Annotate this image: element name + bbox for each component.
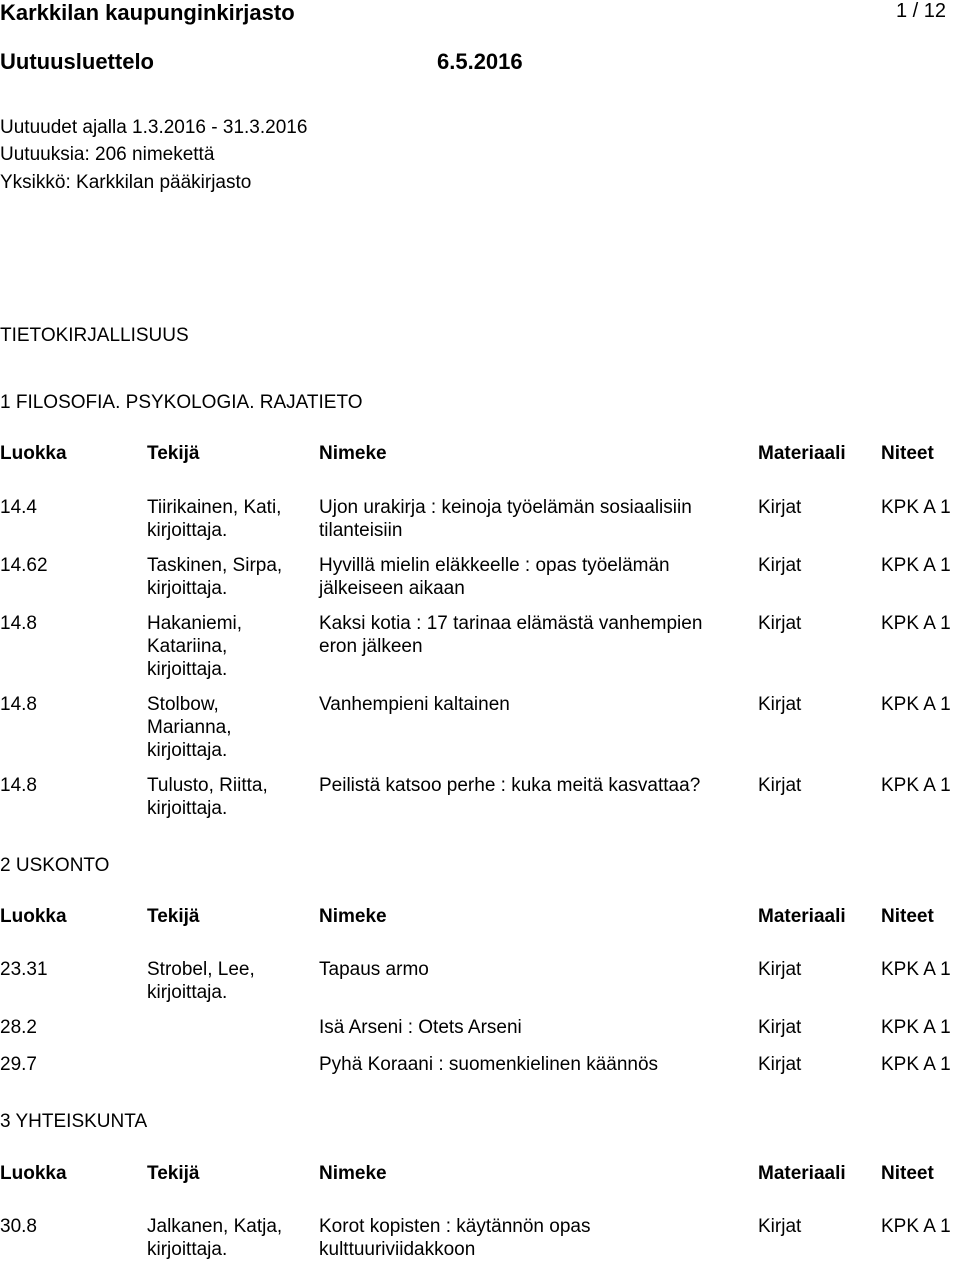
author-line: Tiirikainen, Kati, bbox=[147, 497, 282, 518]
author-line: Jalkanen, Katja, bbox=[147, 1216, 283, 1237]
column-header-material: Materiaali bbox=[758, 1163, 846, 1184]
author-line: kirjoittaja. bbox=[147, 578, 228, 599]
title-line: Kaksi kotia : 17 tarinaa elämästä vanhempien bbox=[319, 613, 703, 634]
cell-copies: KPK A 1 bbox=[881, 1017, 951, 1038]
cell-material: Kirjat bbox=[758, 775, 802, 796]
author-line: Taskinen, Sirpa, bbox=[147, 555, 283, 576]
author-line: kirjoittaja. bbox=[147, 1239, 228, 1260]
column-header-material: Materiaali bbox=[758, 443, 846, 464]
cell-author bbox=[147, 1215, 282, 1261]
page-number: 1 / 12 bbox=[896, 0, 947, 22]
title-line: Ujon urakirja : keinoja työelämän sosiaalisiin bbox=[319, 497, 692, 518]
author-line: kirjoittaja. bbox=[147, 798, 228, 819]
cell-material: Kirjat bbox=[758, 1017, 802, 1038]
cell-title bbox=[319, 1016, 522, 1039]
cell-author bbox=[147, 612, 242, 681]
column-header-copies: Niteet bbox=[881, 1163, 934, 1184]
cell-class: 14.4 bbox=[0, 497, 37, 518]
author-line: kirjoittaja. bbox=[147, 659, 228, 680]
cell-material: Kirjat bbox=[758, 555, 802, 576]
cell-copies: KPK A 1 bbox=[881, 613, 951, 634]
author-line: Hakaniemi, bbox=[147, 613, 243, 634]
cell-author bbox=[147, 554, 282, 600]
title-line: Isä Arseni : Otets Arseni bbox=[319, 1017, 522, 1038]
cell-material: Kirjat bbox=[758, 613, 802, 634]
column-header-class: Luokka bbox=[0, 906, 67, 927]
author-line: Strobel, Lee, bbox=[147, 959, 255, 980]
title-line: Vanhempieni kaltainen bbox=[319, 694, 510, 715]
cell-class: 28.2 bbox=[0, 1017, 37, 1038]
cell-author bbox=[147, 774, 268, 820]
cell-title bbox=[319, 1053, 658, 1076]
cell-class: 30.8 bbox=[0, 1216, 37, 1237]
column-header-copies: Niteet bbox=[881, 443, 934, 464]
cell-material: Kirjat bbox=[758, 694, 802, 715]
column-header-class: Luokka bbox=[0, 443, 67, 464]
column-header-title: Nimeke bbox=[319, 1163, 387, 1184]
cell-material: Kirjat bbox=[758, 497, 802, 518]
cell-copies: KPK A 1 bbox=[881, 555, 951, 576]
date-range: Uutuudet ajalla 1.3.2016 - 31.3.2016 bbox=[0, 117, 308, 138]
title-line: Peilistä katsoo perhe : kuka meitä kasvattaa? bbox=[319, 775, 701, 796]
item-count: Uutuuksia: 206 nimekettä bbox=[0, 144, 215, 165]
section-heading: 3 YHTEISKUNTA bbox=[0, 1111, 148, 1132]
author-line: Marianna, bbox=[147, 717, 232, 738]
author-line: kirjoittaja. bbox=[147, 740, 228, 761]
cell-copies: KPK A 1 bbox=[881, 497, 951, 518]
cell-copies: KPK A 1 bbox=[881, 694, 951, 715]
list-date: 6.5.2016 bbox=[437, 49, 523, 74]
cell-class: 14.8 bbox=[0, 613, 37, 634]
column-header-author: Tekijä bbox=[147, 443, 200, 464]
title-line: eron jälkeen bbox=[319, 636, 423, 657]
column-header-class: Luokka bbox=[0, 1163, 67, 1184]
title-line: Hyvillä mielin eläkkeelle : opas työelämän bbox=[319, 555, 670, 576]
cell-copies: KPK A 1 bbox=[881, 1054, 951, 1075]
cell-title bbox=[319, 774, 700, 797]
author-line: kirjoittaja. bbox=[147, 520, 228, 541]
cell-class: 23.31 bbox=[0, 959, 48, 980]
section-heading: 1 FILOSOFIA. PSYKOLOGIA. RAJATIETO bbox=[0, 392, 363, 413]
cell-title bbox=[319, 496, 692, 542]
column-header-author: Tekijä bbox=[147, 906, 200, 927]
column-header-copies: Niteet bbox=[881, 906, 934, 927]
cell-author bbox=[147, 693, 232, 762]
author-line: Stolbow, bbox=[147, 694, 219, 715]
cell-title bbox=[319, 958, 429, 981]
title-line: Korot kopisten : käytännön opas bbox=[319, 1216, 591, 1237]
cell-copies: KPK A 1 bbox=[881, 1216, 951, 1237]
author-line: Tulusto, Riitta, bbox=[147, 775, 268, 796]
cell-author bbox=[147, 958, 255, 1004]
cell-title bbox=[319, 1215, 590, 1261]
cell-material: Kirjat bbox=[758, 959, 802, 980]
cell-title bbox=[319, 612, 702, 658]
cell-copies: KPK A 1 bbox=[881, 959, 951, 980]
title-line: tilanteisiin bbox=[319, 520, 403, 541]
library-name: Karkkilan kaupunginkirjasto bbox=[0, 0, 295, 25]
cell-class: 29.7 bbox=[0, 1054, 37, 1075]
cell-title bbox=[319, 693, 510, 716]
cell-material: Kirjat bbox=[758, 1054, 802, 1075]
section-heading: 2 USKONTO bbox=[0, 855, 110, 876]
title-line: kulttuuriviidakkoon bbox=[319, 1239, 476, 1260]
cell-title bbox=[319, 554, 670, 600]
list-title: Uutuusluettelo bbox=[0, 49, 154, 74]
title-line: Tapaus armo bbox=[319, 959, 429, 980]
cell-class: 14.8 bbox=[0, 775, 37, 796]
cell-copies: KPK A 1 bbox=[881, 775, 951, 796]
author-line: Katariina, bbox=[147, 636, 228, 657]
column-header-author: Tekijä bbox=[147, 1163, 200, 1184]
column-header-title: Nimeke bbox=[319, 906, 387, 927]
library-unit: Yksikkö: Karkkilan pääkirjasto bbox=[0, 172, 252, 193]
main-section-heading: TIETOKIRJALLISUUS bbox=[0, 325, 189, 346]
cell-class: 14.8 bbox=[0, 694, 37, 715]
cell-author bbox=[147, 496, 281, 542]
title-line: jälkeiseen aikaan bbox=[319, 578, 465, 599]
column-header-title: Nimeke bbox=[319, 443, 387, 464]
author-line: kirjoittaja. bbox=[147, 982, 228, 1003]
column-header-material: Materiaali bbox=[758, 906, 846, 927]
cell-material: Kirjat bbox=[758, 1216, 802, 1237]
cell-class: 14.62 bbox=[0, 555, 48, 576]
title-line: Pyhä Koraani : suomenkielinen käännös bbox=[319, 1054, 659, 1075]
